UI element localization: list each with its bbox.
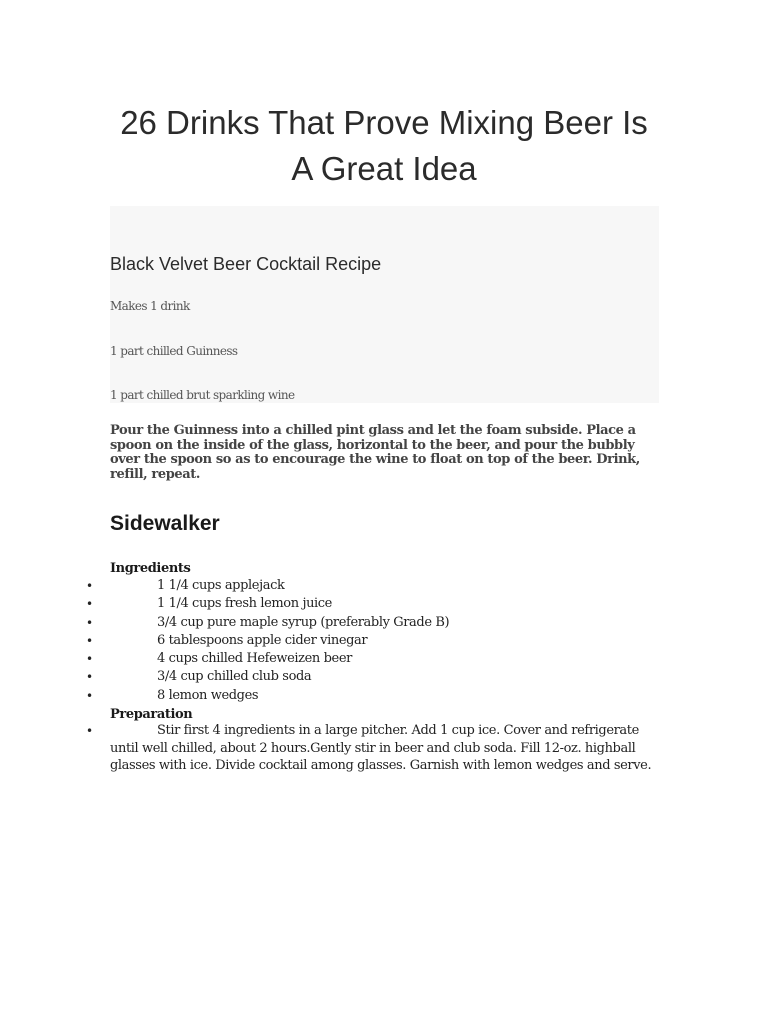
ingredient-text: 8 lemon wedges	[157, 687, 259, 703]
list-item	[0, 687, 768, 705]
black-velvet-ingredient: 1 part chilled brut sparkling wine	[110, 388, 295, 402]
black-velvet-recipe-box	[110, 206, 659, 403]
list-item	[0, 650, 768, 668]
bullet-icon: •	[86, 652, 93, 667]
sidewalker-heading: Sidewalker	[110, 512, 220, 535]
ingredient-text: 6 tablespoons apple cider vinegar	[157, 632, 368, 648]
ingredients-list	[0, 577, 768, 705]
list-item	[0, 668, 768, 686]
black-velvet-ingredient: 1 part chilled Guinness	[110, 344, 238, 358]
black-velvet-directions: Pour the Guinness into a chilled pint glass and let the foam subside. Place a spoon on the inside of the glass, horizontal to the beer, and pour the bubbly over the spoon so as to encourage the wine to float on top of the beer. Drink, refill, repeat.	[110, 423, 640, 482]
ingredient-text: 1 1/4 cups applejack	[157, 578, 285, 593]
page-title: 26 Drinks That Prove Mixing Beer Is A Great Idea	[120, 104, 648, 187]
black-velvet-heading: Black Velvet Beer Cocktail Recipe	[110, 254, 382, 274]
bullet-icon: •	[86, 597, 93, 612]
ingredients-label: Ingredients	[110, 561, 191, 576]
black-velvet-yield: Makes 1 drink	[110, 299, 190, 313]
bullet-icon: •	[86, 688, 93, 703]
bullet-icon: •	[86, 633, 93, 648]
bullet-icon: •	[86, 670, 93, 685]
list-item	[0, 632, 768, 650]
list-item	[0, 595, 768, 613]
ingredient-text: 4 cups chilled Hefeweizen beer	[157, 651, 352, 667]
preparation-text: Stir first 4 ingredients in a large pitcher. Add 1 cup ice. Cover and refrigerate until well chilled, about 2 hours.Gently stir in beer and club soda. Fill 12-oz. highball glasses with ice. Divide cocktail among glasses. Garnish with lemon wedges and serve.	[110, 723, 652, 773]
ingredient-text: 3/4 cup chilled club soda	[157, 669, 312, 685]
ingredient-text: 1 1/4 cups fresh lemon juice	[157, 596, 332, 612]
preparation-label: Preparation	[110, 707, 193, 722]
list-item	[0, 614, 768, 632]
ingredient-text: 3/4 cup pure maple syrup (preferably Grade B)	[157, 614, 450, 630]
list-item	[0, 577, 768, 595]
bullet-icon: •	[86, 615, 93, 630]
bullet-icon: •	[86, 579, 93, 593]
bullet-icon: •	[86, 724, 94, 738]
